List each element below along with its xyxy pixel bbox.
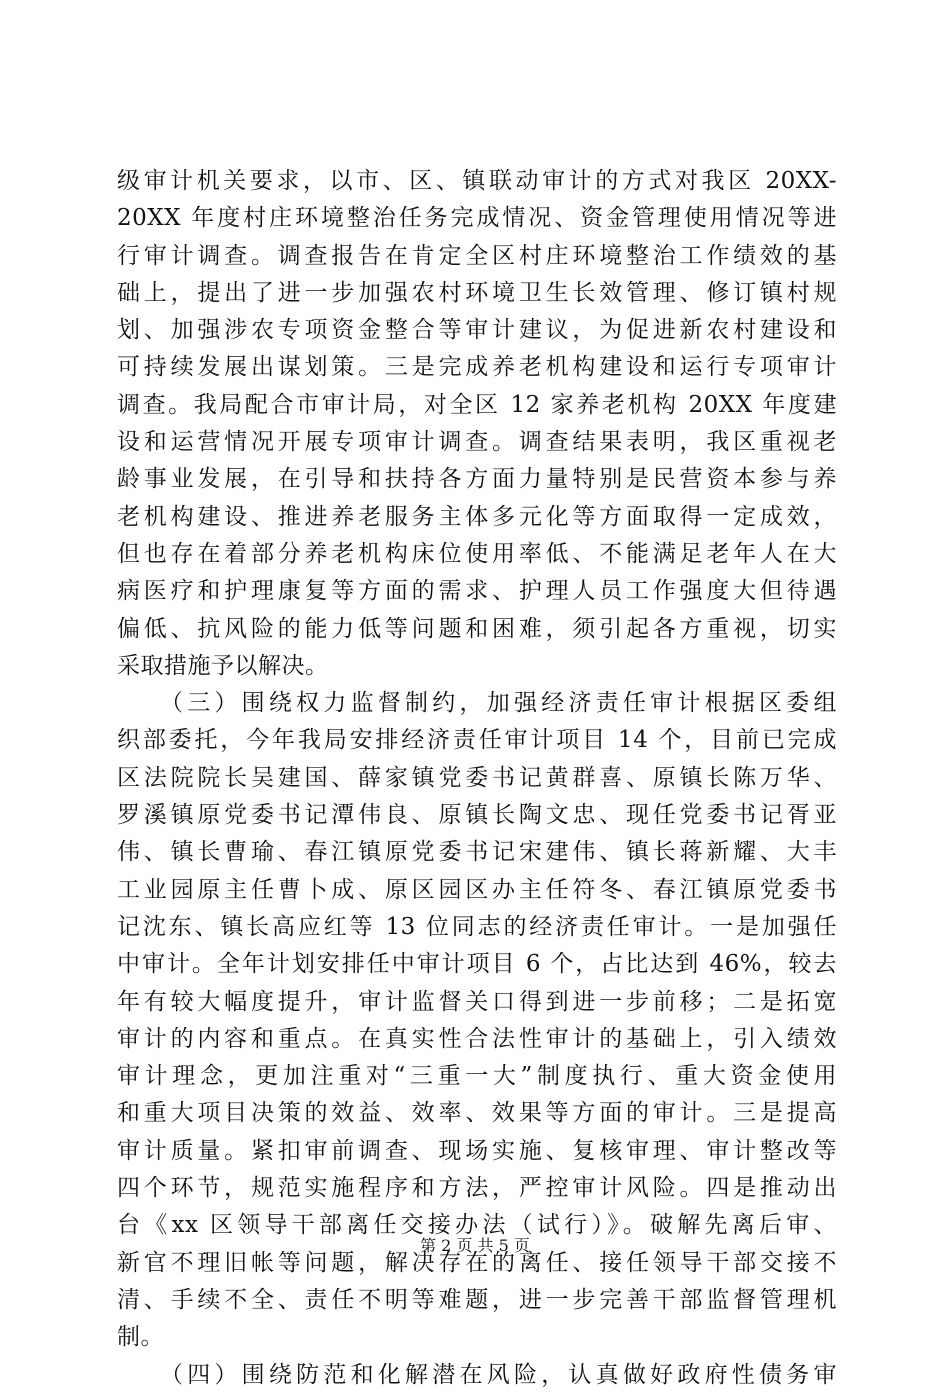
text-line: 制。: [117, 1324, 164, 1351]
text-line: 级审计机关要求，以市、区、镇联动审计的方式对我区 20XX-: [117, 168, 837, 194]
text-line: 龄事业发展，在引导和扶持各方面力量特别是民营资本参与养: [117, 466, 837, 493]
text-line: 工业园原主任曹卜成、原区园区办主任符冬、春江镇原党委书: [117, 876, 837, 903]
text-line: 中审计。全年计划安排任中审计项目 6 个，占比达到 46%，较去: [117, 951, 837, 978]
text-line: 但也存在着部分养老机构床位使用率低、不能满足老年人在大: [117, 540, 837, 567]
text-line: 伟、镇长曹瑜、春江镇原党委书记宋建伟、镇长蒋新耀、大丰: [117, 839, 837, 866]
text-line: 四个环节，规范实施程序和方法，严控审计风险。四是推动出: [117, 1175, 837, 1202]
section-heading-line: （四）围绕防范和化解潜在风险，认真做好政府性债务审: [117, 1361, 837, 1388]
text-line: 调查。我局配合市审计局，对全区 12 家养老机构 20XX 年度建: [117, 391, 837, 418]
page-footer: 第 2 页 共 5 页: [420, 1236, 530, 1255]
text-line: 审计理念，更加注重对“三重一大”制度执行、重大资金使用: [117, 1063, 837, 1090]
text-line: 老机构建设、推进养老服务主体多元化等方面取得一定成效，: [117, 503, 837, 530]
text-line: 病医疗和护理康复等方面的需求、护理人员工作强度大但待遇: [117, 578, 837, 605]
text-line: 偏低、抗风险的能力低等问题和困难，须引起各方重视，切实: [117, 615, 837, 642]
text-line: 行审计调查。调查报告在肯定全区村庄环境整治工作绩效的基: [117, 242, 837, 269]
text-line: 区法院院长吴建国、薛家镇党委书记黄群喜、原镇长陈万华、: [117, 764, 837, 791]
text-line: 新官不理旧帐等问题，解决存在的离任、接任领导干部交接不: [117, 1249, 837, 1276]
text-line: 划、加强涉农专项资金整合等审计建议，为促进新农村建设和: [117, 317, 837, 344]
text-line: 础上，提出了进一步加强农村环境卫生长效管理、修订镇村规: [117, 279, 837, 306]
text-line: 罗溪镇原党委书记潭伟良、原镇长陶文忠、现任党委书记胥亚: [117, 802, 837, 829]
text-line: 审计质量。紧扣审前调查、现场实施、复核审理、审计整改等: [117, 1137, 837, 1164]
text-line: 清、手续不全、责任不明等难题，进一步完善干部监督管理机: [117, 1286, 837, 1313]
text-line: 年有较大幅度提升，审计监督关口得到进一步前移；二是拓宽: [117, 988, 837, 1015]
section-heading-line: （三）围绕权力监督制约，加强经济责任审计根据区委组: [117, 690, 837, 717]
text-line: 记沈东、镇长高应红等 13 位同志的经济责任审计。一是加强任: [117, 913, 837, 940]
text-line: 审计的内容和重点。在真实性合法性审计的基础上，引入绩效: [117, 1025, 837, 1052]
text-line: 可持续发展出谋划策。三是完成养老机构建设和运行专项审计: [117, 354, 837, 381]
document-body: [117, 163, 837, 1394]
text-line: 采取措施予以解决。: [117, 652, 329, 679]
text-line: 台《xx 区领导干部离任交接办法（试行）》。破解先离后审、: [117, 1212, 837, 1239]
text-line: 织部委托，今年我局安排经济责任审计项目 14 个，目前已完成: [117, 727, 837, 754]
text-line: 设和运营情况开展专项审计调查。调查结果表明，我区重视老: [117, 429, 837, 456]
text-line: 和重大项目决策的效益、效率、效果等方面的审计。三是提高: [117, 1100, 837, 1127]
text-line: 20XX 年度村庄环境整治任务完成情况、资金管理使用情况等进: [117, 205, 837, 232]
